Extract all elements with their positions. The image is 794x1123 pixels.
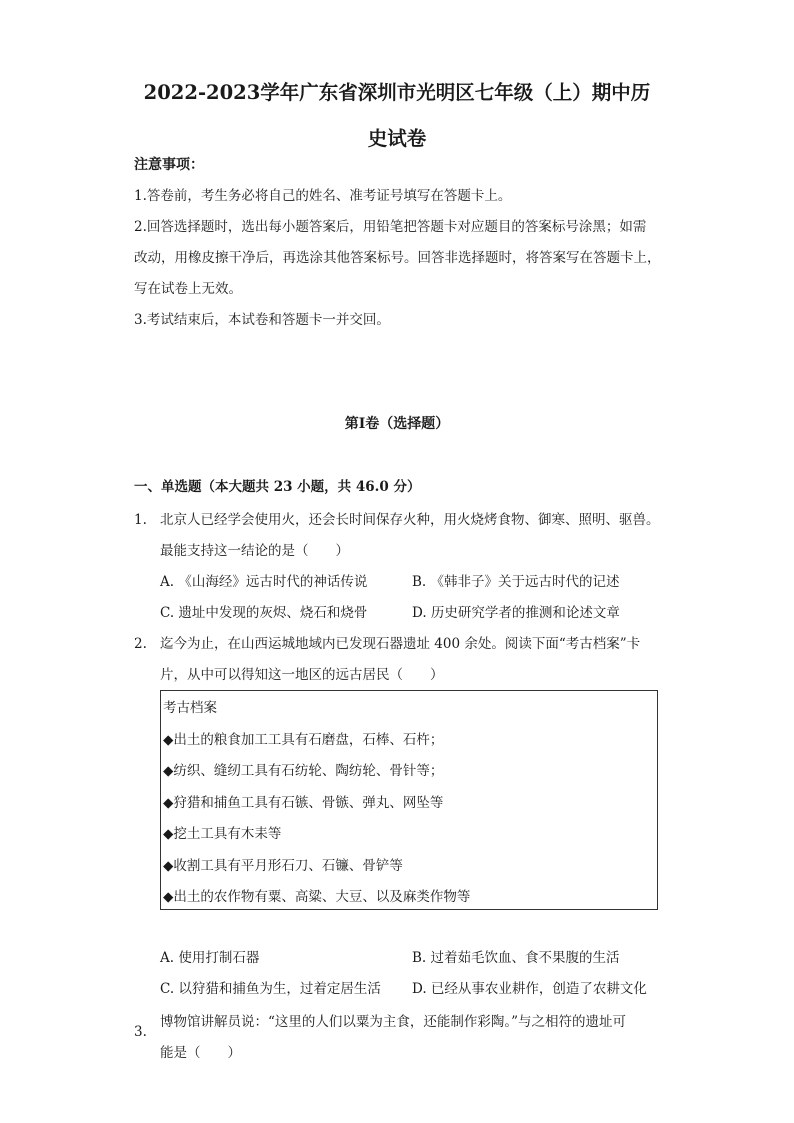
option-b: B. 过着茹毛饮血、食不果腹的生活 bbox=[412, 950, 620, 966]
section-heading: 一、单选题（本大题共 23 小题，共 46.0 分） bbox=[134, 479, 421, 495]
question-text: 博物馆讲解员说：“这里的人们以粟为主食，还能制作彩陶。”与之相符的遗址可 bbox=[160, 1014, 627, 1030]
notice-heading: 注意事项： bbox=[134, 157, 204, 173]
archive-item: ◆狩猎和捕鱼工具有石镞、骨镞、弹丸、网坠等 bbox=[163, 794, 444, 811]
question-1 bbox=[134, 505, 674, 629]
archive-title: 考古档案 bbox=[163, 700, 217, 716]
option-b: B. 《韩非子》关于远古时代的记述 bbox=[412, 574, 620, 590]
question-number: 1. bbox=[134, 512, 147, 528]
question-number: 2. bbox=[134, 636, 147, 652]
notice-section bbox=[134, 150, 674, 336]
option-a: A. 《山海经》远古时代的神话传说 bbox=[160, 574, 368, 590]
option-c: C. 以狩猎和捕鱼为生，过着定居生活 bbox=[160, 981, 381, 997]
exam-title-line-2: 史试卷 bbox=[367, 127, 427, 150]
archive-item: ◆出土的粮食加工工具有石磨盘，石棒、石杵； bbox=[163, 731, 444, 748]
notice-item: 改动，用橡皮擦干净后，再选涂其他答案标号。回答非选择题时，将答案写在答题卡上， bbox=[134, 250, 661, 266]
exam-title-line-1: 2022-2023学年广东省深圳市光明区七年级（上）期中历 bbox=[143, 81, 651, 104]
archive-card bbox=[160, 690, 658, 910]
notice-item: 写在试卷上无效。 bbox=[134, 281, 242, 297]
exam-title bbox=[120, 70, 674, 162]
option-a: A. 使用打制石器 bbox=[160, 950, 260, 966]
archive-item: ◆纺织、缝纫工具有石纺轮、陶纺轮、骨针等； bbox=[163, 763, 444, 779]
option-c: C. 遗址中发现的灰烬、烧石和烧骨 bbox=[160, 605, 368, 621]
part-title: 第Ⅰ卷（选择题） bbox=[344, 416, 450, 432]
question-text: 最能支持这一结论的是（ ） bbox=[160, 543, 349, 559]
notice-item: 1.答卷前，考生务必将自己的姓名、准考证号填写在答题卡上。 bbox=[134, 188, 512, 204]
archive-item: ◆挖土工具有木耒等 bbox=[163, 826, 282, 842]
question-text: 迄今为止，在山西运城地域内已发现石器遗址 400 余处。阅读下面“考古档案”卡 bbox=[160, 636, 641, 652]
notice-item: 3.考试结束后，本试卷和答题卡一并交回。 bbox=[134, 312, 390, 328]
question-text: 能是（ ） bbox=[160, 1045, 241, 1061]
notice-item: 2.回答选择题时，选出每小题答案后，用铅笔把答题卡对应题目的答案标号涂黑；如需 bbox=[134, 219, 647, 235]
options bbox=[160, 567, 674, 629]
archive-item: ◆收割工具有平月形石刀、石镰、骨铲等 bbox=[163, 857, 403, 874]
archive-item: ◆出土的农作物有粟、高粱、大豆、以及麻类作物等 bbox=[163, 889, 471, 905]
option-d: D. 已经从事农业耕作，创造了农耕文化 bbox=[412, 981, 647, 997]
question-text: 片，从中可以得知这一地区的远古居民（ ） bbox=[160, 667, 444, 683]
question-2-options bbox=[134, 943, 674, 1005]
question-3 bbox=[134, 1007, 674, 1069]
question-2 bbox=[134, 629, 674, 691]
question-text: 北京人已经学会使用火，还会长时间保存火种，用火烧烤食物、御寒、照明、驱兽。 bbox=[160, 512, 660, 528]
question-number: 3. bbox=[134, 1024, 147, 1040]
option-d: D. 历史研究学者的推测和论述文章 bbox=[412, 605, 620, 621]
options bbox=[160, 943, 674, 1005]
